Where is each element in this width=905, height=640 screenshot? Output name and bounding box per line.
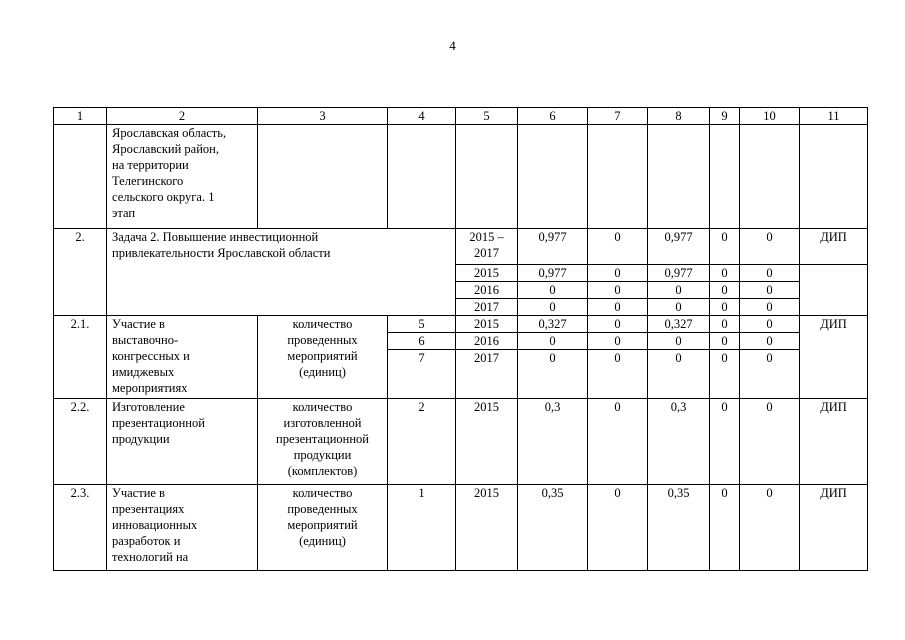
cell-c9: 0 bbox=[710, 282, 740, 299]
cell-year: 2017 bbox=[456, 350, 518, 399]
cell-c6: 0,35 bbox=[518, 485, 588, 571]
cell-c9: 0 bbox=[710, 229, 740, 265]
cell-empty bbox=[800, 125, 868, 229]
cell-indicator: количество изготовленной презентационной продукции (комплектов) bbox=[258, 399, 388, 485]
cell-c10: 0 bbox=[740, 485, 800, 571]
cell-year: 2015 bbox=[456, 485, 518, 571]
cell-year: 2017 bbox=[456, 299, 518, 316]
cell-c8: 0,35 bbox=[648, 485, 710, 571]
cell-year: 2016 bbox=[456, 282, 518, 299]
cell-empty bbox=[588, 125, 648, 229]
cell-name: Ярославская область, Ярославский район, на территории Телегинского сельского округа. 1 этап bbox=[107, 125, 258, 229]
cell-c8: 0 bbox=[648, 299, 710, 316]
cell-c10: 0 bbox=[740, 282, 800, 299]
cell-c10: 0 bbox=[740, 229, 800, 265]
cell-c6: 0 bbox=[518, 350, 588, 399]
cell-c8: 0,977 bbox=[648, 265, 710, 282]
cell-c11: ДИП bbox=[800, 316, 868, 399]
cell-c4: 1 bbox=[388, 485, 456, 571]
cell-indicator bbox=[258, 125, 388, 229]
cell-name: Участие в выставочно- конгрессных и имиджевых мероприятиях bbox=[107, 316, 258, 399]
cell-c10: 0 bbox=[740, 265, 800, 282]
header-cell: 11 bbox=[800, 108, 868, 125]
program-table bbox=[53, 107, 868, 571]
header-cell: 9 bbox=[710, 108, 740, 125]
cell-empty bbox=[710, 125, 740, 229]
cell-num: 2.2. bbox=[54, 399, 107, 485]
cell-indicator: количество проведенных мероприятий (единиц) bbox=[258, 316, 388, 399]
cell-empty bbox=[456, 125, 518, 229]
cell-c10: 0 bbox=[740, 333, 800, 350]
cell-c7: 0 bbox=[588, 316, 648, 333]
header-cell: 7 bbox=[588, 108, 648, 125]
cell-c6: 0,3 bbox=[518, 399, 588, 485]
cell-num: 2. bbox=[54, 229, 107, 316]
cell-c7: 0 bbox=[588, 350, 648, 399]
header-cell: 4 bbox=[388, 108, 456, 125]
cell-c8: 0 bbox=[648, 333, 710, 350]
cell-c10: 0 bbox=[740, 299, 800, 316]
cell-empty bbox=[740, 125, 800, 229]
cell-c9: 0 bbox=[710, 485, 740, 571]
cell-c9: 0 bbox=[710, 399, 740, 485]
cell-indicator: количество проведенных мероприятий (единиц) bbox=[258, 485, 388, 571]
cell-num bbox=[54, 125, 107, 229]
header-cell: 8 bbox=[648, 108, 710, 125]
cell-c8: 0,3 bbox=[648, 399, 710, 485]
cell-num: 2.3. bbox=[54, 485, 107, 571]
cell-c9: 0 bbox=[710, 265, 740, 282]
cell-c6: 0,977 bbox=[518, 229, 588, 265]
cell-empty bbox=[648, 125, 710, 229]
cell-year: 2015 bbox=[456, 316, 518, 333]
cell-c6: 0 bbox=[518, 282, 588, 299]
cell-c7: 0 bbox=[588, 485, 648, 571]
cell-c10: 0 bbox=[740, 399, 800, 485]
table-row bbox=[54, 316, 868, 333]
cell-c6: 0,977 bbox=[518, 265, 588, 282]
cell-c7: 0 bbox=[588, 282, 648, 299]
cell-c4: 7 bbox=[388, 350, 456, 399]
header-cell: 1 bbox=[54, 108, 107, 125]
cell-c6: 0,327 bbox=[518, 316, 588, 333]
cell-c11: ДИП bbox=[800, 229, 868, 265]
cell-c4: 5 bbox=[388, 316, 456, 333]
cell-empty bbox=[388, 125, 456, 229]
header-cell: 10 bbox=[740, 108, 800, 125]
cell-name: Изготовление презентационной продукции bbox=[107, 399, 258, 485]
cell-c7: 0 bbox=[588, 265, 648, 282]
cell-c6: 0 bbox=[518, 299, 588, 316]
cell-empty bbox=[518, 125, 588, 229]
cell-c9: 0 bbox=[710, 350, 740, 399]
cell-c9: 0 bbox=[710, 316, 740, 333]
cell-c11 bbox=[800, 265, 868, 316]
cell-year: 2015 – 2017 bbox=[456, 229, 518, 265]
table-row bbox=[54, 125, 868, 229]
cell-c10: 0 bbox=[740, 316, 800, 333]
cell-c7: 0 bbox=[588, 299, 648, 316]
cell-c8: 0,327 bbox=[648, 316, 710, 333]
cell-c4: 2 bbox=[388, 399, 456, 485]
header-cell: 2 bbox=[107, 108, 258, 125]
cell-c4: 6 bbox=[388, 333, 456, 350]
cell-c7: 0 bbox=[588, 333, 648, 350]
cell-num: 2.1. bbox=[54, 316, 107, 399]
table-row bbox=[54, 485, 868, 571]
table-row bbox=[54, 229, 868, 265]
cell-c8: 0,977 bbox=[648, 229, 710, 265]
cell-c9: 0 bbox=[710, 299, 740, 316]
cell-c7: 0 bbox=[588, 229, 648, 265]
table-header-row bbox=[54, 108, 868, 125]
cell-c8: 0 bbox=[648, 350, 710, 399]
cell-c6: 0 bbox=[518, 333, 588, 350]
cell-name: Участие в презентациях инновационных разработок и технологий на bbox=[107, 485, 258, 571]
cell-c8: 0 bbox=[648, 282, 710, 299]
cell-c11: ДИП bbox=[800, 485, 868, 571]
cell-c7: 0 bbox=[588, 399, 648, 485]
page-number: 4 bbox=[449, 38, 456, 53]
header-cell: 6 bbox=[518, 108, 588, 125]
task-title: Задача 2. Повышение инвестиционной привлекательности Ярославской области bbox=[107, 229, 456, 316]
header-cell: 5 bbox=[456, 108, 518, 125]
cell-c11: ДИП bbox=[800, 399, 868, 485]
cell-c9: 0 bbox=[710, 333, 740, 350]
cell-year: 2016 bbox=[456, 333, 518, 350]
header-cell: 3 bbox=[258, 108, 388, 125]
table-row bbox=[54, 399, 868, 485]
cell-year: 2015 bbox=[456, 265, 518, 282]
cell-year: 2015 bbox=[456, 399, 518, 485]
cell-c10: 0 bbox=[740, 350, 800, 399]
